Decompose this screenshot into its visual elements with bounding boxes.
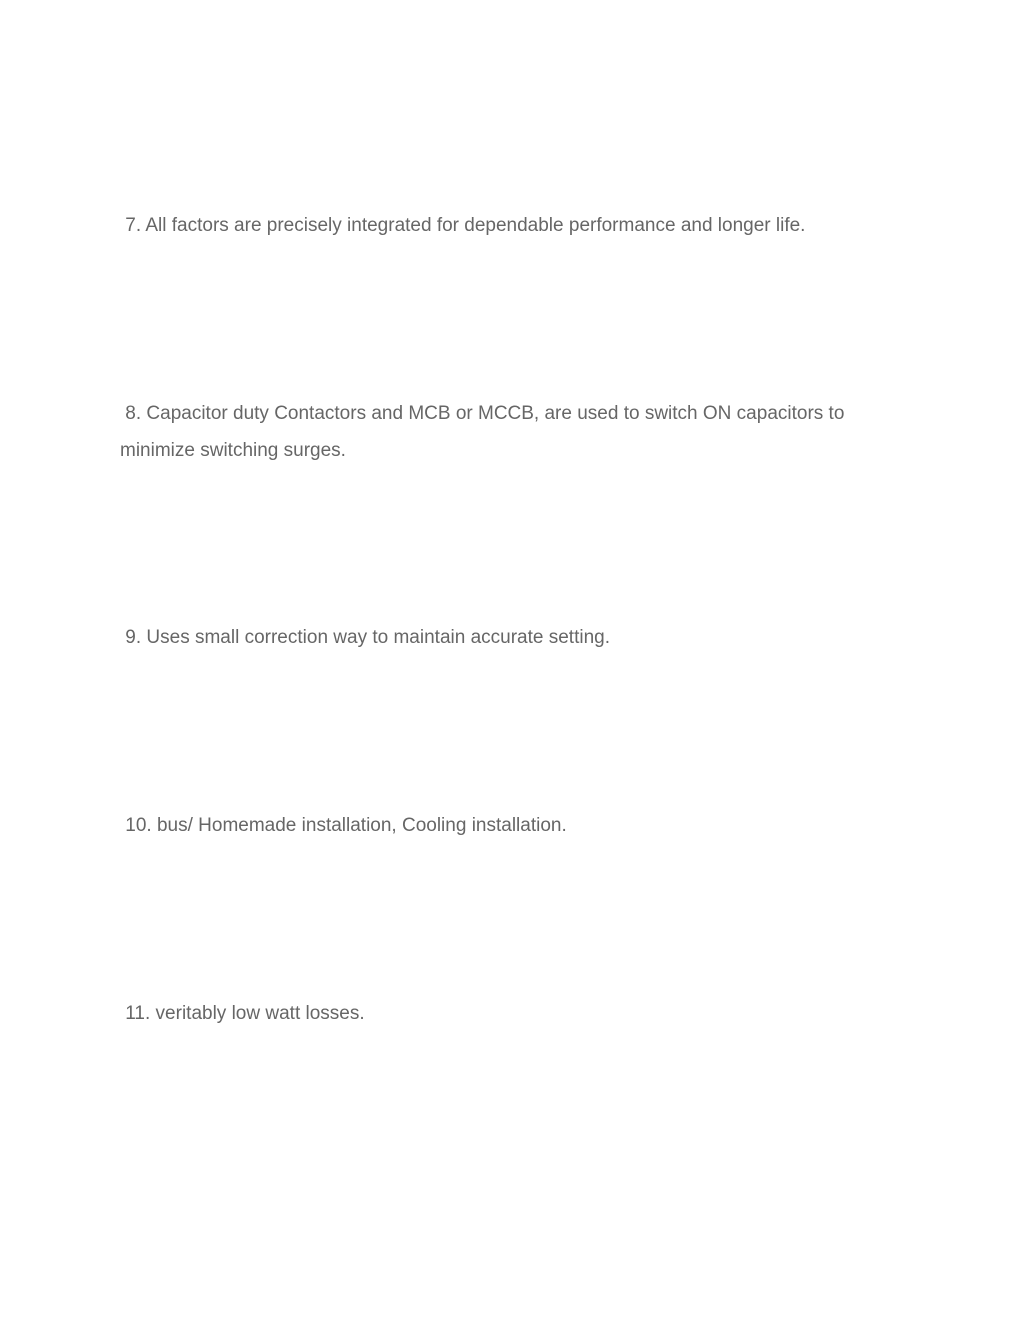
feature-item-11: 11. veritably low watt losses.	[120, 1003, 365, 1024]
feature-item-8: 8. Capacitor duty Contactors and MCB or MCCB, are used to switch ON capacitors to minimize switching surges.	[120, 403, 845, 461]
feature-item-7: 7. All factors are precisely integrated for dependable performance and longer life.	[120, 215, 806, 236]
feature-item-10: 10. bus/ Homemade installation, Cooling installation.	[120, 815, 567, 836]
feature-item-9: 9. Uses small correction way to maintain accurate setting.	[120, 627, 610, 648]
